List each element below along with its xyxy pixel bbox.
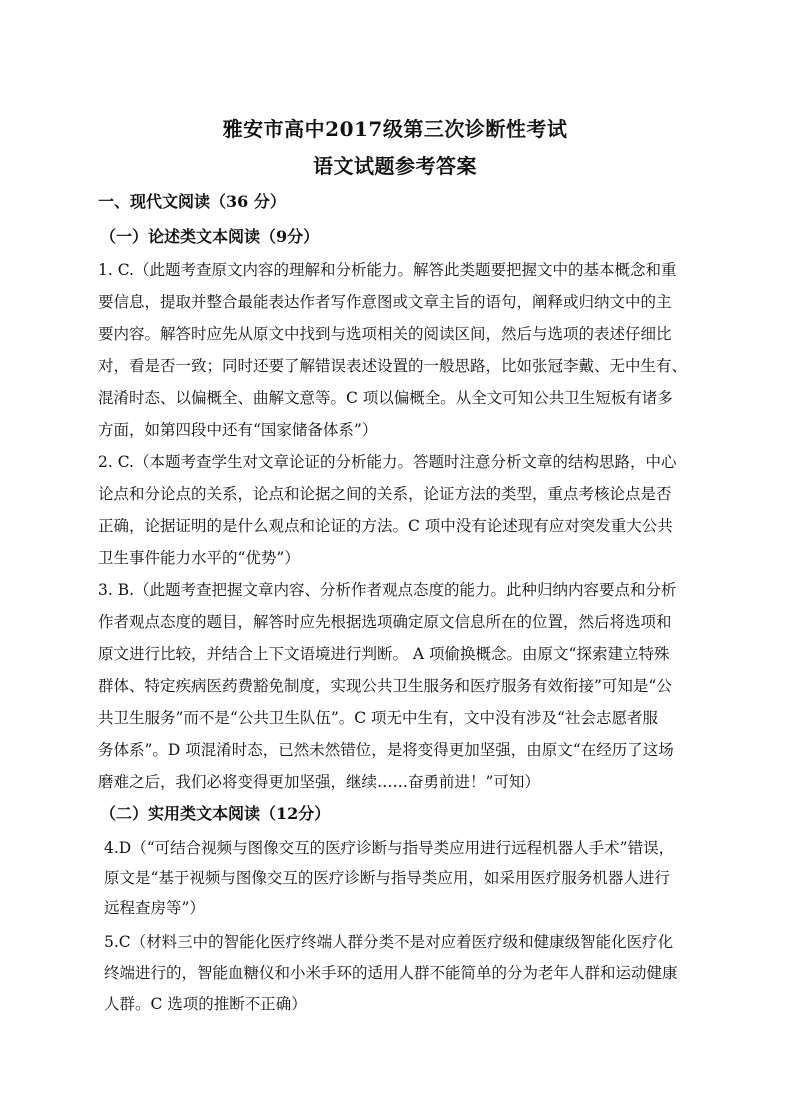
answer-3-line: 磨难之后，我们必将变得更加坚强，继续……奋勇前进！”可知） bbox=[98, 773, 540, 791]
answer-3-line: 务体系”。D 项混淆时态，已然未然错位，是将变得更加坚强，由原文“在经历了这场 bbox=[98, 741, 674, 759]
subsection-heading-practical: （二）实用类文本阅读（12分） bbox=[100, 804, 331, 823]
answer-2-line: 2. C.（本题考查学生对文章论证的分析能力。答题时注意分析文章的结构思路，中心 bbox=[98, 453, 677, 471]
answer-3-line: 3. B.（此题考查把握文章内容、分析作者观点态度的能力。此种归纳内容要点和分析 bbox=[98, 581, 677, 599]
document-title: 雅安市高中2017级第三次诊断性考试 bbox=[222, 117, 568, 141]
section-heading-modern-reading: 一、现代文阅读（36 分） bbox=[98, 192, 286, 211]
answer-3-line: 共卫生服务”而不是“公共卫生队伍”。C 项无中生有，文中没有涉及“社会志愿者服 bbox=[98, 709, 658, 727]
answer-1-line: 要信息，提取并整合最能表达作者写作意图或文章主旨的语句，阐释或归纳文中的主 bbox=[98, 293, 672, 311]
document-subtitle: 语文试题参考答案 bbox=[313, 154, 477, 178]
subsection-heading-argumentative: （一）论述类文本阅读（9分） bbox=[100, 227, 320, 246]
answer-1-line: 混淆时态、以偏概全、曲解文意等。C 项以偏概全。从全文可知公共卫生短板有诸多 bbox=[98, 389, 673, 407]
answer-4-line: 远程查房等”） bbox=[104, 899, 205, 917]
answer-1-line: 1. C.（此题考查原文内容的理解和分析能力。解答此类题要把握文中的基本概念和重 bbox=[98, 261, 677, 279]
answer-2-line: 卫生事件能力水平的“优势”） bbox=[98, 549, 300, 567]
answer-5-line: 5.C（材料三中的智能化医疗终端人群分类不是对应着医疗级和健康级智能化医疗化 bbox=[104, 933, 674, 951]
answer-5-line: 人群。C 选项的推断不正确） bbox=[104, 995, 307, 1013]
answer-3-line: 作者观点态度的题目，解答时应先根据选项确定原文信息所在的位置，然后将选项和 bbox=[98, 613, 672, 631]
answer-4-line: 4.D（“可结合视频与图像交互的医疗诊断与指导类应用进行远程机器人手术”错误， bbox=[104, 839, 675, 857]
answer-1-line: 方面，如第四段中还有“国家储备体系”） bbox=[98, 421, 378, 439]
answer-2-line: 正确，论据证明的是什么观点和论证的方法。C 项中没有论述现有应对突发重大公共 bbox=[98, 517, 673, 535]
answer-1-line: 对，看是否一致；同时还要了解错误表述设置的一般思路，比如张冠李戴、无中生有、 bbox=[98, 357, 688, 375]
answer-1-line: 要内容。解答时应先从原文中找到与选项相关的阅读区间，然后与选项的表述仔细比 bbox=[98, 325, 672, 343]
answer-5-line: 终端进行的，智能血糖仪和小米手环的适用人群不能简单的分为老年人群和运动健康 bbox=[104, 964, 678, 982]
answer-2-line: 论点和分论点的关系，论点和论据之间的关系，论证方法的类型，重点考核论点是否 bbox=[98, 485, 672, 503]
answer-3-line: 原文进行比较，并结合上下文语境进行判断。 A 项偷换概念。由原文“探索建立特殊 bbox=[98, 645, 670, 663]
answer-3-line: 群体、特定疾病医药费豁免制度，实现公共卫生服务和医疗服务有效衔接”可知是“公 bbox=[98, 677, 672, 695]
answer-4-line: 原文是“基于视频与图像交互的医疗诊断与指导类应用，如采用医疗服务机器人进行 bbox=[104, 869, 670, 887]
